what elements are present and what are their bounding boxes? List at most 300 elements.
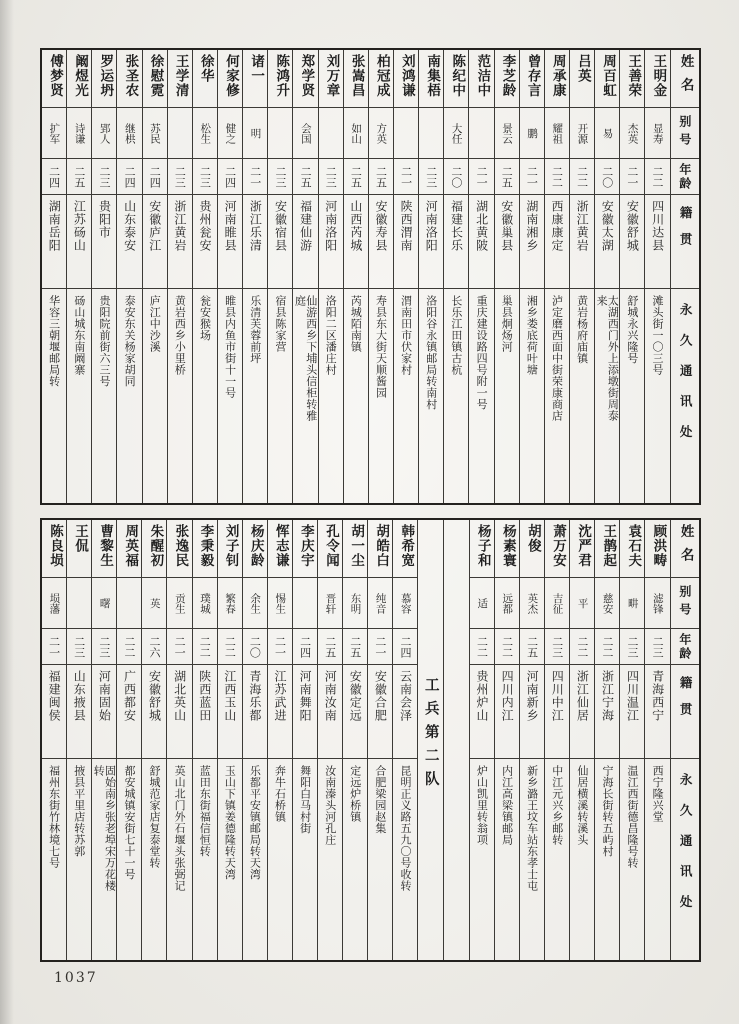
person-address-cell (243, 289, 267, 503)
person-native-place: 河南汝南 (323, 670, 338, 722)
person-native-place-cell (394, 195, 418, 289)
person-address: 合肥梁园赵集 (373, 765, 387, 834)
person-address: 芮城陌南镇 (349, 295, 363, 353)
person-age: 二一 (47, 635, 61, 658)
person-native-place: 江苏武进 (273, 670, 288, 722)
person-column (242, 50, 267, 503)
person-name-cell (42, 520, 66, 578)
person-address: 掖县平里店转苏郭 (72, 765, 86, 857)
person-alias-cell (393, 578, 417, 629)
person-age: 二三 (72, 635, 86, 658)
header-address-label: 永久通讯处 (678, 773, 694, 926)
person-address-cell (167, 759, 191, 960)
person-name: 刘子钊 (222, 524, 239, 568)
person-age-cell (218, 629, 242, 665)
person-name-cell (469, 50, 493, 108)
person-age-cell (218, 159, 242, 195)
person-name: 郑学贤 (298, 54, 315, 98)
person-column (619, 50, 644, 503)
person-alias: 明 (249, 127, 262, 139)
person-name: 罗运坍 (97, 54, 114, 98)
person-alias-cell (92, 578, 116, 629)
person-name-cell (419, 50, 443, 108)
person-name-cell (545, 50, 569, 108)
person-age: 二二 (500, 635, 514, 658)
person-alias: 晋轩 (324, 592, 337, 614)
person-native-place-cell (319, 195, 343, 289)
person-column (142, 50, 167, 503)
person-column (594, 520, 619, 960)
header-native-place (671, 665, 699, 759)
person-alias: 英 (148, 597, 161, 609)
person-alias-cell (293, 578, 317, 629)
person-address: 舞阳白马村街 (298, 765, 312, 834)
person-alias: 适 (476, 597, 489, 609)
person-column (494, 50, 519, 503)
person-age-cell (42, 159, 66, 195)
person-address-cell (92, 759, 116, 960)
person-age: 二四 (398, 635, 412, 658)
person-alias-cell (520, 108, 544, 159)
person-alias: 苏民 (148, 122, 161, 144)
person-native-place: 安徽寿县 (374, 200, 389, 252)
person-address: 定远炉桥镇 (348, 765, 362, 823)
header-alias-label: 别号 (677, 585, 692, 621)
person-name: 周百虹 (600, 54, 617, 98)
person-age-cell (394, 159, 418, 195)
person-native-place: 江西玉山 (222, 670, 237, 722)
person-alias: 滤锋 (651, 592, 664, 614)
person-address-cell (42, 759, 66, 960)
person-native-place: 河南舞阳 (298, 670, 313, 722)
person-address: 重庆建设路四号附一号 (475, 295, 489, 410)
person-alias: 慕容 (399, 592, 412, 614)
header-address (671, 289, 699, 503)
person-alias-cell (67, 578, 91, 629)
person-alias-cell (92, 108, 116, 159)
person-native-place: 湖北英山 (172, 670, 187, 722)
person-name-cell (193, 520, 217, 578)
person-age-cell (268, 159, 292, 195)
person-age: 二五 (323, 635, 337, 658)
person-address-cell (595, 289, 619, 503)
header-name-label: 姓名 (677, 524, 694, 571)
person-age: 二〇 (449, 165, 463, 188)
person-alias-cell (495, 578, 519, 629)
person-name: 吕英 (574, 54, 591, 83)
person-age: 二六 (148, 635, 162, 658)
person-age-cell (369, 159, 393, 195)
person-column (418, 50, 443, 503)
person-address: 泸定磨西面中街荣康商店 (550, 295, 564, 422)
person-column (644, 50, 669, 503)
person-native-place: 陕西渭南 (399, 200, 414, 252)
person-native-place: 贵州瓮安 (198, 200, 213, 252)
person-alias-cell (142, 578, 166, 629)
person-native-place-cell (570, 665, 594, 759)
header-address-label: 永久通讯处 (678, 303, 694, 456)
person-column (217, 50, 242, 503)
person-age: 二四 (223, 165, 237, 188)
person-column (594, 50, 619, 503)
person-address-cell (368, 759, 392, 960)
person-alias: 慈安 (601, 592, 614, 614)
person-address-cell (293, 289, 317, 503)
person-column (167, 50, 192, 503)
person-name-cell (243, 520, 267, 578)
person-column (292, 520, 317, 960)
person-alias: 松生 (199, 122, 212, 144)
person-age: 二三 (651, 635, 665, 658)
person-alias-cell (645, 578, 669, 629)
person-address: 蓝田东街福信恒转 (198, 765, 212, 857)
person-age: 二三 (324, 165, 338, 188)
person-name-cell (645, 50, 669, 108)
person-column (242, 520, 267, 960)
person-native-place-cell (293, 665, 317, 759)
header-age (671, 159, 699, 195)
person-age-cell (92, 629, 116, 665)
person-address-cell (243, 759, 267, 960)
person-column (443, 50, 468, 503)
header-native-place-label: 籍贯 (678, 206, 694, 259)
person-age: 二二 (550, 165, 564, 188)
person-alias-cell (143, 108, 167, 159)
person-age-cell (545, 629, 569, 665)
person-age: 二二 (600, 635, 614, 658)
person-address: 睢县内鱼市街十一号 (223, 295, 237, 399)
person-address-cell (343, 759, 367, 960)
person-name: 徐慰霓 (147, 54, 164, 98)
person-name-cell (319, 50, 343, 108)
person-address: 宿县陈家营 (273, 295, 287, 353)
person-age: 二三 (424, 165, 438, 188)
person-age: 二三 (97, 635, 111, 658)
person-column (192, 520, 217, 960)
person-name: 胡一尘 (348, 524, 365, 568)
person-alias-cell (344, 108, 368, 159)
person-alias-cell (268, 108, 292, 159)
person-address-cell (495, 759, 519, 960)
person-age-cell (143, 159, 167, 195)
person-alias-cell (319, 108, 343, 159)
person-name: 杨素寰 (499, 524, 516, 568)
person-name: 胡俊 (524, 524, 541, 553)
person-age: 二三 (550, 635, 564, 658)
person-native-place-cell (469, 195, 493, 289)
person-native-place: 安徽宿县 (273, 200, 288, 252)
person-address-cell (520, 289, 544, 503)
person-native-place: 湖南岳阳 (47, 200, 62, 252)
person-alias: 璞城 (198, 592, 211, 614)
person-alias-cell (570, 108, 594, 159)
person-address-cell (318, 759, 342, 960)
person-name-cell (142, 520, 166, 578)
person-address-cell (393, 759, 417, 960)
person-native-place-cell (444, 195, 468, 289)
person-alias-cell (545, 578, 569, 629)
person-name-cell (92, 520, 116, 578)
person-address: 寿县东大街天顺酱园 (374, 295, 388, 399)
person-address-cell (268, 289, 292, 503)
person-age: 二二 (223, 635, 237, 658)
person-age: 二四 (123, 165, 137, 188)
person-alias-cell (343, 578, 367, 629)
person-alias-cell (268, 578, 292, 629)
header-name (671, 50, 699, 108)
person-address-cell (319, 289, 343, 503)
person-address: 庐江中沙溪 (148, 295, 162, 353)
person-alias-cell (620, 578, 644, 629)
person-native-place: 四川温江 (625, 670, 640, 722)
person-name-cell (268, 520, 292, 578)
person-alias-cell (42, 108, 66, 159)
person-address-cell (293, 759, 317, 960)
person-native-place-cell (143, 195, 167, 289)
person-address-cell (394, 289, 418, 503)
person-name: 朱醒初 (147, 524, 164, 568)
person-column (367, 520, 392, 960)
person-alias: 畊 (626, 597, 639, 609)
person-native-place-cell (92, 195, 116, 289)
person-age-cell (570, 629, 594, 665)
person-age-cell (92, 159, 116, 195)
person-name-cell (369, 50, 393, 108)
person-alias: 远都 (501, 592, 514, 614)
person-alias: 郢人 (98, 122, 111, 144)
person-name-cell (343, 520, 367, 578)
person-native-place-cell (243, 665, 267, 759)
person-age-cell (469, 159, 493, 195)
person-address: 仙居横溪转溪头 (575, 765, 589, 846)
person-column (42, 50, 66, 503)
person-native-place: 河南睢县 (223, 200, 238, 252)
person-name: 王学清 (172, 54, 189, 98)
person-age: 二〇 (600, 165, 614, 188)
person-name: 胡皓白 (373, 524, 390, 568)
person-native-place: 河南固始 (97, 670, 112, 722)
person-alias-cell (243, 108, 267, 159)
person-alias: 纯音 (374, 592, 387, 614)
person-column (544, 50, 569, 503)
header-age-label: 年龄 (677, 632, 692, 661)
person-name-cell (167, 520, 191, 578)
person-native-place: 青海乐都 (247, 670, 262, 722)
person-name-cell (344, 50, 368, 108)
person-native-place: 安徽舒城 (625, 200, 640, 252)
person-name-cell (545, 520, 569, 578)
person-address-cell (645, 289, 669, 503)
unit-divider-column (417, 520, 442, 960)
person-name-cell (143, 50, 167, 108)
person-name: 曹黎生 (97, 524, 114, 568)
person-column (544, 520, 569, 960)
page-number: 1037 (54, 970, 98, 986)
person-name-cell (293, 520, 317, 578)
person-age-cell (42, 629, 66, 665)
person-name-cell (570, 50, 594, 108)
person-name: 王明金 (650, 54, 667, 98)
person-native-place-cell (570, 195, 594, 289)
person-column (494, 520, 519, 960)
person-native-place-cell (67, 665, 91, 759)
person-native-place: 浙江黄岩 (575, 200, 590, 252)
person-address-cell (168, 289, 192, 503)
person-alias-cell (42, 578, 66, 629)
person-age-cell (168, 159, 192, 195)
person-age-cell (570, 159, 594, 195)
person-age-cell (67, 629, 91, 665)
person-address-cell (193, 289, 217, 503)
person-column (192, 50, 217, 503)
person-name: 韩希宽 (398, 524, 415, 568)
person-age: 二五 (500, 165, 514, 188)
person-age: 二二 (575, 165, 589, 188)
person-address: 巢县炯炀河 (500, 295, 514, 353)
person-alias-cell (470, 578, 494, 629)
person-address: 宁海长街转五屿村 (600, 765, 614, 857)
person-age: 二五 (348, 635, 362, 658)
header-name-label: 姓名 (677, 54, 694, 101)
person-name-cell (193, 50, 217, 108)
person-address-cell (117, 289, 141, 503)
person-alias-cell (167, 578, 191, 629)
person-name-cell (645, 520, 669, 578)
person-column (292, 50, 317, 503)
person-address: 都安城镇安街七十一号 (122, 765, 136, 880)
person-age-cell (117, 159, 141, 195)
person-alias: 显寿 (651, 122, 664, 144)
person-name-cell (570, 520, 594, 578)
person-column (569, 520, 594, 960)
person-address-cell (143, 289, 167, 503)
person-name: 沈严君 (575, 524, 592, 568)
person-column (318, 50, 343, 503)
person-alias: 埙藩 (48, 592, 61, 614)
person-alias: 鹏 (526, 127, 539, 139)
person-address: 玉山下镇姜德隆转天湾 (223, 765, 237, 880)
person-alias-cell (444, 108, 468, 159)
person-age: 二二 (475, 635, 489, 658)
person-native-place-cell (293, 195, 317, 289)
person-alias-cell (595, 108, 619, 159)
person-alias-cell (318, 578, 342, 629)
person-alias-cell (369, 108, 393, 159)
person-address: 温江西街德昌隆号转 (626, 765, 640, 869)
person-column (91, 520, 116, 960)
person-age: 二三 (273, 165, 287, 188)
person-name-cell (595, 50, 619, 108)
person-address: 黄岩杨府庙镇 (575, 295, 589, 364)
person-age-cell (470, 629, 494, 665)
roster-table-lower (40, 518, 701, 962)
person-native-place-cell (369, 195, 393, 289)
person-name: 周承康 (549, 54, 566, 98)
person-column (66, 520, 91, 960)
header-column (670, 50, 699, 503)
person-age-cell (319, 159, 343, 195)
person-age-cell (419, 159, 443, 195)
person-native-place: 安徽合肥 (373, 670, 388, 722)
person-name-cell (318, 520, 342, 578)
person-address: 华容三朝堰邮局转 (47, 295, 61, 387)
header-name (671, 520, 699, 578)
person-native-place-cell (343, 665, 367, 759)
person-alias-cell (620, 108, 644, 159)
person-native-place-cell (470, 665, 494, 759)
person-native-place: 安徽庐江 (147, 200, 162, 252)
person-name-cell (520, 520, 544, 578)
person-name-cell (42, 50, 66, 108)
person-column (66, 50, 91, 503)
person-name: 阚煜光 (72, 54, 89, 98)
person-address: 砀山城东南阚寨 (72, 295, 86, 376)
person-alias: 景云 (500, 122, 513, 144)
person-age-cell (645, 159, 669, 195)
person-native-place: 浙江仙居 (575, 670, 590, 722)
person-age: 二四 (148, 165, 162, 188)
person-name: 王侃 (72, 524, 89, 553)
person-column (644, 520, 669, 960)
person-age-cell (293, 629, 317, 665)
person-alias: 繁春 (224, 592, 237, 614)
person-native-place-cell (193, 195, 217, 289)
person-address-cell (469, 289, 493, 503)
person-age: 二四 (47, 165, 61, 188)
person-name: 李秉毅 (197, 524, 214, 568)
person-age: 二五 (72, 165, 86, 188)
person-native-place-cell (545, 195, 569, 289)
person-address: 黄岩西乡小里桥 (173, 295, 187, 376)
person-alias: 大任 (450, 122, 463, 144)
person-address-cell (419, 289, 443, 503)
person-address-cell (570, 759, 594, 960)
person-address: 滩头街一〇三号 (651, 295, 665, 376)
person-address-cell (470, 759, 494, 960)
person-age-cell (368, 629, 392, 665)
person-address: 奔牛石桥镇 (273, 765, 287, 823)
person-native-place: 广西都安 (122, 670, 137, 722)
person-address: 西宁隆兴堂 (651, 765, 665, 823)
person-alias: 吉征 (551, 592, 564, 614)
person-alias-cell (368, 578, 392, 629)
person-address-cell (545, 759, 569, 960)
person-address-cell (595, 759, 619, 960)
person-column (267, 50, 292, 503)
person-address: 洛阳谷永镇邮局转南村 (424, 295, 438, 410)
person-name-cell (67, 50, 91, 108)
person-address: 长乐江田镇古杭 (449, 295, 463, 376)
person-address-cell (67, 289, 91, 503)
person-column (519, 520, 544, 960)
person-alias-cell (117, 578, 141, 629)
person-age: 二五 (349, 165, 363, 188)
person-column (116, 50, 141, 503)
person-name: 恽志谦 (272, 524, 289, 568)
person-alias: 平 (576, 597, 589, 609)
person-age-cell (620, 159, 644, 195)
person-address-cell (193, 759, 217, 960)
person-alias-cell (645, 108, 669, 159)
person-name-cell (495, 50, 519, 108)
person-alias-cell (293, 108, 317, 159)
person-native-place-cell (218, 195, 242, 289)
person-native-place-cell (495, 195, 519, 289)
person-name-cell (620, 50, 644, 108)
person-address-cell (218, 759, 242, 960)
person-address: 固始南乡张老埠宋万花楼转 (92, 765, 117, 892)
person-age: 二二 (122, 635, 136, 658)
